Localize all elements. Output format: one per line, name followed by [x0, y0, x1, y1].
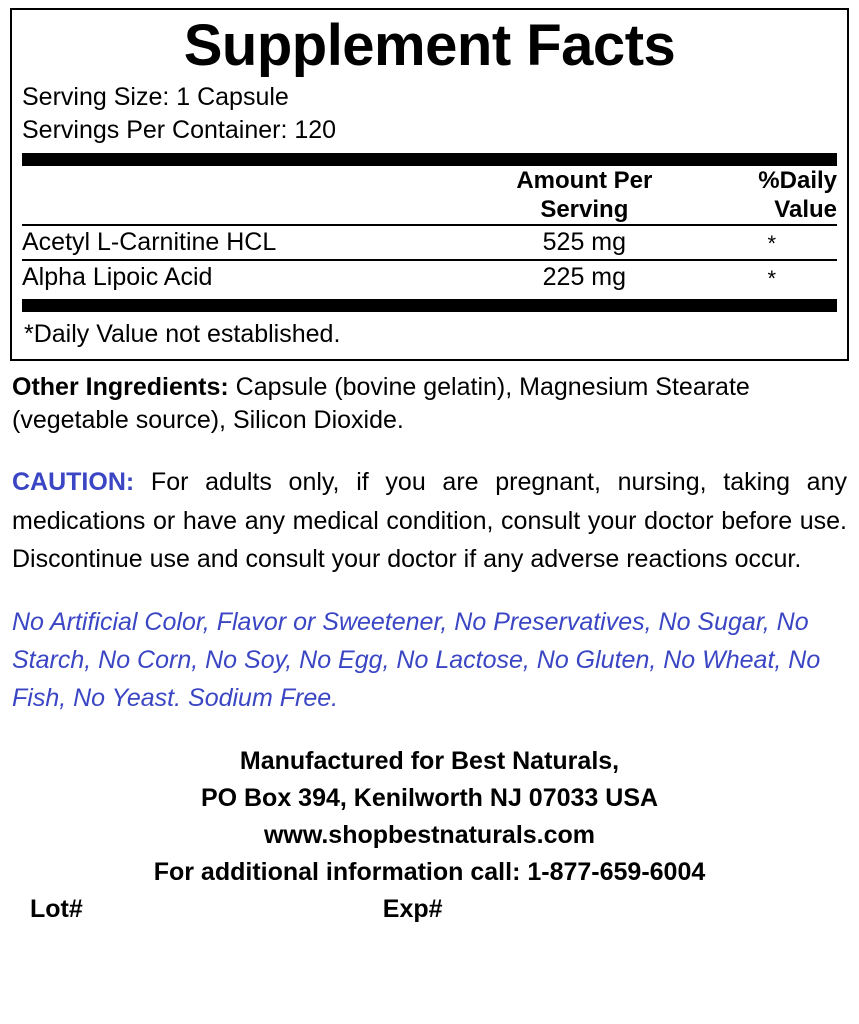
- other-ingredients-label: Other Ingredients:: [12, 372, 229, 401]
- serving-size-text: Serving Size: 1 Capsule: [22, 82, 289, 111]
- row-nutrient-name: Alpha Lipoic Acid: [22, 262, 213, 291]
- panel-rule-thick-top: [22, 153, 837, 166]
- exp-label: Exp#: [382, 895, 443, 924]
- lot-exp-row: [10, 895, 849, 924]
- manufacturer-website: www.shopbestnaturals.com: [263, 821, 596, 850]
- other-ingredients-text: Capsule (bovine gelatin), Magnesium Stearate (vegetable source), Silicon Dioxide.: [12, 372, 750, 434]
- free-from-claims: No Artificial Color, Flavor or Sweetener, No Preservatives, No Sugar, No Starch, No Corn, No Soy, No Egg, No Lactose, No Gluten, No Wheat, No Fish, No Yeast. Sodium Free.: [12, 608, 821, 713]
- table-header-row: [22, 166, 837, 225]
- header-amount-line1: Amount Per: [516, 166, 653, 194]
- table-row: [22, 226, 837, 259]
- panel-title: Supplement Facts: [183, 13, 676, 78]
- lot-label: Lot#: [30, 895, 83, 924]
- manufacturer-block: [10, 743, 849, 891]
- other-ingredients: [12, 371, 847, 437]
- caution-text: For adults only, if you are pregnant, nursing, taking any medications or have any medical condition, consult your doctor before use. Discontinue use and consult your doctor if any adverse reactions occur.: [12, 467, 847, 574]
- panel-rule-thick-bottom: [22, 299, 837, 312]
- caution-paragraph: [12, 463, 847, 579]
- header-nutrient: [22, 166, 462, 225]
- row-nutrient-name: Acetyl L-Carnitine HCL: [22, 228, 277, 257]
- header-amount-line2: Serving: [540, 196, 629, 224]
- daily-value-footnote: *Daily Value not established.: [24, 320, 341, 349]
- manufacturer-line-1: Manufactured for Best Naturals,: [239, 747, 620, 776]
- nutrient-table: [22, 166, 837, 225]
- header-amount-per-serving: [462, 166, 707, 225]
- nutrient-rows-table-2: [22, 261, 837, 294]
- table-row: [22, 261, 837, 294]
- caution-label: CAUTION:: [12, 467, 135, 496]
- servings-per-container-text: Servings Per Container: 120: [22, 115, 337, 144]
- row-nutrient-amount: 225 mg: [542, 262, 627, 291]
- manufacturer-address: PO Box 394, Kenilworth NJ 07033 USA: [200, 784, 659, 813]
- row-nutrient-amount: 525 mg: [542, 228, 627, 257]
- nutrient-rows-table: [22, 226, 837, 259]
- supplement-facts-panel: [10, 8, 849, 361]
- header-dv-line1: %Daily: [758, 166, 837, 194]
- row-nutrient-dv: *: [767, 231, 777, 257]
- header-daily-value: [707, 166, 837, 225]
- row-nutrient-dv: *: [767, 265, 777, 291]
- manufacturer-phone: For additional information call: 1-877-659-6004: [153, 858, 706, 887]
- header-dv-line2: Value: [774, 196, 837, 224]
